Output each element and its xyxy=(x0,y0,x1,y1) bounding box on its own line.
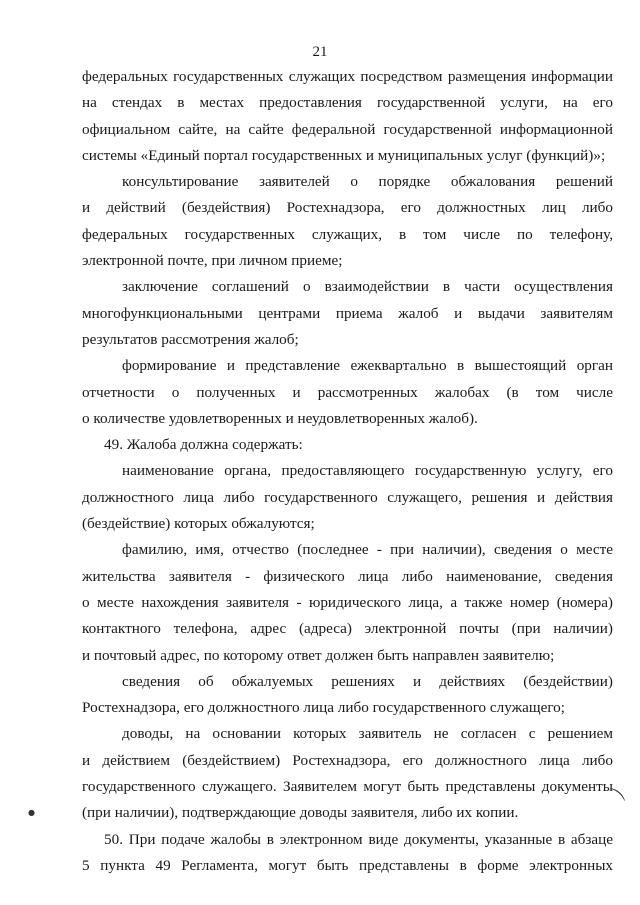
scan-artifact-dot: ● xyxy=(28,808,35,817)
paragraph-applicant-details xyxy=(82,537,613,668)
text-line: должностного лица либо государственного служащего, решения и действия xyxy=(82,488,613,506)
text-line: о месте нахождения заявителя - юридического лица, а также номер (номера) xyxy=(82,593,613,611)
text-line: федеральных государственных служащих посредством размещения информации xyxy=(82,68,613,85)
text-line: фамилию, имя, отчество (последнее - при наличии), сведения о месте xyxy=(122,541,613,559)
paragraph-organ-name xyxy=(82,458,613,537)
text-line: формирование и представление ежеквартально в вышестоящий орган xyxy=(122,357,613,375)
text-line: 5 пункта 49 Регламента, могут быть представлены в форме электронных xyxy=(82,856,613,874)
text-line: электронной почте, при личном приеме; xyxy=(82,252,343,270)
text-line: доводы, на основании которых заявитель не согласен с решением xyxy=(122,725,613,743)
text-line: сведения об обжалуемых решениях и действиях (бездействии) xyxy=(122,672,613,690)
text-line: федеральных государственных служащих, в том числе по телефону, xyxy=(82,225,613,243)
text-line: и почтовый адрес, по которому ответ должен быть направлен заявителю; xyxy=(82,646,555,664)
paragraph-50 xyxy=(82,827,613,880)
text-line: официальном сайте, на сайте федеральной государственной информационной xyxy=(82,120,613,138)
text-line: 50. При подаче жалобы в электронном виде документы, указанные в абзаце xyxy=(104,830,613,848)
paragraph-49-heading xyxy=(82,432,613,458)
paragraph-reporting xyxy=(82,353,613,432)
text-line: контактного телефона, адрес (адреса) электронной почты (при наличии) xyxy=(82,620,613,638)
text-line: на стендах в местах предоставления государственной услуги, на его xyxy=(82,94,613,112)
text-line: консультирование заявителей о порядке обжалования решений xyxy=(122,173,613,191)
text-line: и действий (бездействия) Ростехнадзора, его должностных лиц либо xyxy=(82,199,613,217)
text-line: жительства заявителя - физического лица либо наименование, сведения xyxy=(82,567,613,585)
text-line: Ростехнадзора, его должностного лица либо государственного служащего; xyxy=(82,699,565,717)
document-body xyxy=(82,64,613,879)
paragraph-informing xyxy=(82,64,613,169)
text-line: многофункциональными центрами приема жалоб и выдачи заявителям xyxy=(82,304,613,322)
text-line: наименование органа, предоставляющего государственную услугу, его xyxy=(122,462,613,480)
text-line: (бездействие) которых обжалуются; xyxy=(82,515,315,533)
text-line: заключение соглашений о взаимодействии в части осуществления xyxy=(122,278,613,296)
text-line: и действием (бездействием) Ростехнадзора, его должностного лица либо xyxy=(82,751,613,769)
text-line: о количестве удовлетворенных и неудовлетворенных жалоб). xyxy=(82,409,478,427)
paragraph-agreements xyxy=(82,274,613,353)
text-line: 49. Жалоба должна содержать: xyxy=(104,436,303,454)
paragraph-arguments xyxy=(82,721,613,826)
paragraph-appealed-decisions xyxy=(82,669,613,722)
text-line: результатов рассмотрения жалоб; xyxy=(82,330,299,348)
scan-artifact-mark: ⌒ xyxy=(597,784,629,816)
paragraph-consulting xyxy=(82,169,613,274)
page-number: 21 xyxy=(312,44,328,60)
text-line: отчетности о полученных и рассмотренных жалобах (в том числе xyxy=(82,383,613,401)
text-line: системы «Единый портал государственных и муниципальных услуг (функций)»; xyxy=(82,146,606,164)
text-line: государственного служащего. Заявителем могут быть представлены документы xyxy=(82,778,613,796)
text-line: (при наличии), подтверждающие доводы заявителя, либо их копии. xyxy=(82,804,519,822)
